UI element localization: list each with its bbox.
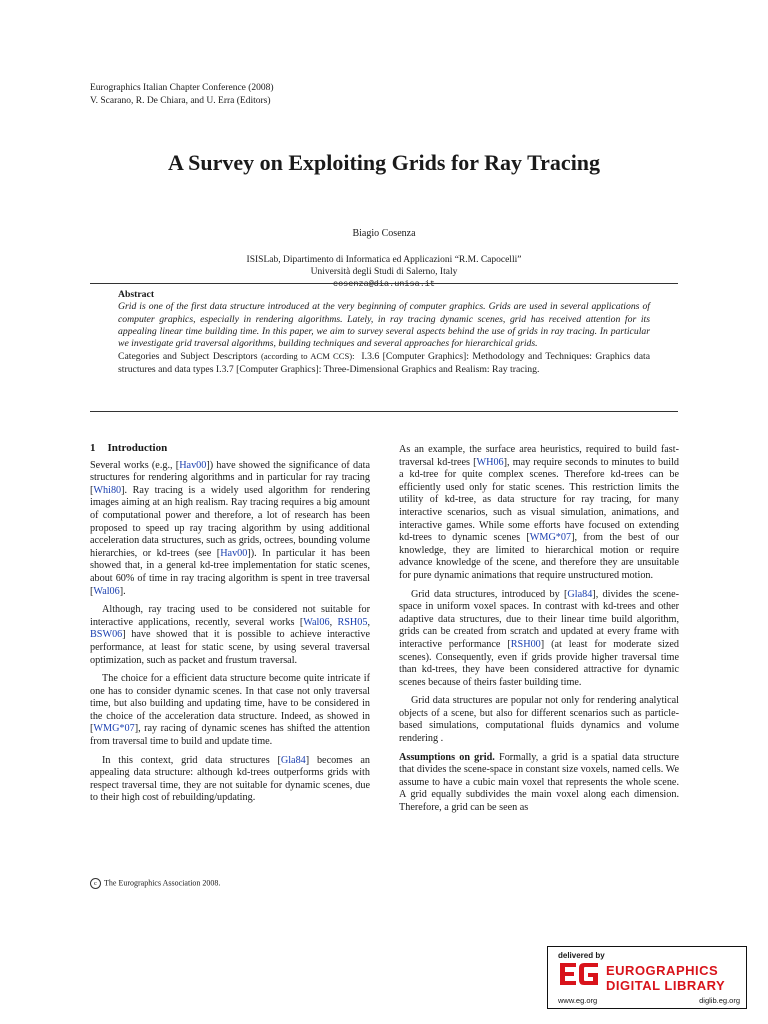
section-title: Introduction [107,442,168,454]
abstract-text: Grid is one of the first data structure introduced at the very beginning of computer graphics. Grids are used in several applications of computer graphics, especially in rendering algorithms. Lately, in ray tracing dynamic scenes, grid has received attention for its appealing linear time building time. In this paper, we aim to survey several aspects behind the use of grids in ray tracing. In particular we investigate grid traversal algorithms, building techniques and several approaches for hierarchical grids. [118,301,650,350]
citation-link[interactable]: RSH00 [510,638,541,650]
diglib-website-link[interactable]: diglib.eg.org [699,996,740,1005]
paragraph: In this context, grid data structures [Gla84] becomes an appealing data structure: although kd-trees outperforms grids with respect traversal time, they are not suitable for dynamic scenes, due to their high cost of rebuilding/updating. [90,754,370,804]
citation-link[interactable]: WH06 [476,456,504,468]
paragraph: The choice for a efficient data structure become quite intricate if one has to consider dynamic scenes. In that case not only traversal time, but also building and updating time, have to be considered in the choice of the acceleration data structure. Indeed, as showed in [WMG*07], ray racing of dynamic scenes has shifted the attention from traversal time to build and update time. [90,673,370,748]
delivered-by-label: delivered by [558,951,605,960]
abstract-block [118,289,650,376]
paragraph: Assumptions on grid. Formally, a grid is a spatial data structure that divides the scene-space in constant size voxels, named cells. We assume to have a cubic main voxel that represents the whole scene. A grid equally subdivides the main voxel along each dimension. Therefore, a grid can be seen as [399,751,679,814]
eg-website-link[interactable]: www.eg.org [558,996,598,1005]
affiliation-block [0,254,768,290]
section-number: 1 [90,442,96,454]
categories-text: I.3.6 [Computer Graphics]: Methodology and Techniques: Graphics data structures and data types I.3.7 [Computer Graphics]: Three-Dimensional Graphics and Realism: Ray tracing. [118,351,650,375]
citation-link[interactable]: Gla84 [567,588,593,600]
categories-prefix: Categories and Subject Descriptors [118,351,258,363]
paper-title: A Survey on Exploiting Grids for Ray Tracing [167,150,601,175]
eg-logo-icon [558,961,600,987]
citation-link[interactable]: WMG*07 [93,723,135,735]
citation-link[interactable]: Whi80 [93,484,122,496]
conference-name: Eurographics Italian Chapter Conference (2008) [90,83,274,93]
section-heading [90,442,370,455]
eurographics-wordmark: EUROGRAPHICS [606,963,719,978]
citation-link[interactable]: RSH05 [337,616,368,628]
citation-link[interactable]: Wal06 [93,585,120,597]
paragraph: Grid data structures are popular not only for rendering analytical objects of a scene, but also for different scenarios such as particle-based simulations, computational fluids dynamics and volume rendering . [399,695,679,745]
editors-line: V. Scarano, R. De Chiara, and U. Erra (Editors) [90,95,271,106]
citation-link[interactable]: BSW06 [90,629,123,641]
paragraph: Several works (e.g., [Hav00]) have showed the significance of data structures for rendering algorithms and in particular for ray tracing [Whi80]. Ray tracing is a widely used algorithm for rendering images aiming at an high realism. Ray tracing requires a big amount of computational power and therefore, a lot of research has been proposed to speed up ray tracing algorithm by using additional acceleration data structures, such as grids, octrees, bounding volume hierarchies, or kd-trees (see [Hav00]). In particular it has been showed that, in a general kd-tree implementation for static scenes, about 60% of time in ray tracing algorithm is spent in tree traversal [Wal06]. [90,459,370,597]
citation-link[interactable]: Gla84 [280,754,306,766]
paragraph: Grid data structures, introduced by [Gla84], divides the scene-space in uniform voxel spaces. In contrast with kd-trees and other adaptive data structures, due to their linear time build algorithm, grids can be created from scratch and updated at every frame with interactive performance [RSH00] (at least for moderate sized scenes). Consequently, even if grids provide higher traversal time than kd-trees, they have been considered attractive for dynamic scenes because of theirs faster building time. [399,588,679,688]
paragraph: As an example, the surface area heuristics, required to build fast-traversal kd-trees [WH06], may require seconds to minutes to build a kd-tree for quite complex scenes. Therefore kd-trees can be efficiently used only for static scenes. This restriction limits the utility of kd-tree, as data structure for ray tracing, for many interactive scenarios, such as visual simulation, animations, and interactive games. While some efforts have focused on extending kd-trees to dynamic scenes [WMG*07], from the best of our knowledge, they are limited to hierarchical motion or require advance knowledge of the scene, and therefore they are unsuitable for pure dynamic animations that require unstructured motion. [399,444,679,581]
categories-descriptors [118,350,650,376]
abstract-heading: Abstract [118,289,155,300]
categories-ccs-note: (according to ACM CCS): [260,351,355,362]
affiliation-line-1: ISISLab, Dipartimento di Informatica ed Applicazioni “R.M. Capocelli” [246,255,522,265]
author-name: Biagio Cosenza [352,228,416,239]
abstract-bottom-rule [90,411,678,412]
abstract-top-rule [90,283,678,284]
paragraph-run-in-heading: Assumptions on grid. [399,751,495,763]
conference-header [90,82,274,107]
right-column [399,444,679,821]
affiliation-line-2: Università degli Studi di Salerno, Italy [310,267,458,277]
author-email[interactable]: cosenza@dia.unisa.it [332,279,436,289]
copyright-icon: c [90,878,101,889]
left-column [90,442,370,811]
copyright-text: The Eurographics Association 2008. [104,878,221,888]
citation-link[interactable]: Hav00 [220,547,248,559]
citation-link[interactable]: Hav00 [179,459,207,471]
copyright-notice [90,878,220,889]
digital-library-wordmark: DIGITAL LIBRARY [606,978,726,993]
citation-link[interactable]: Wal06 [303,616,330,628]
citation-link[interactable]: WMG*07 [529,532,572,544]
eg-digital-library-banner[interactable] [547,946,747,1009]
paragraph: Although, ray tracing used to be considered not suitable for interactive applications, recently, several works [Wal06, RSH05, BSW06] have showed that it is possible to achieve interactive performance, at least for static scene, by using several traversal optimization, such as packet and frustum traversal. [90,604,371,666]
